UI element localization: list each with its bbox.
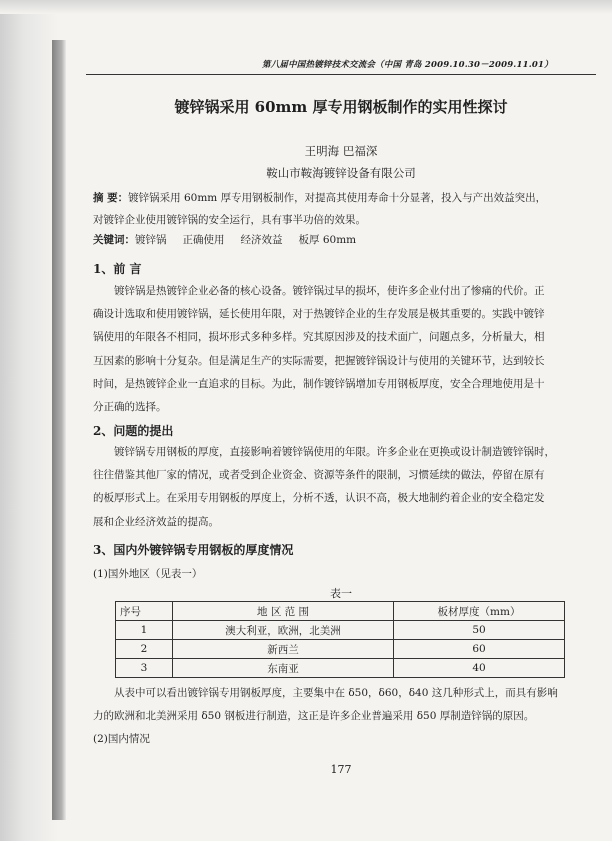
- table-cell: 东南亚: [173, 659, 394, 678]
- abstract: [93, 187, 593, 231]
- paragraph-line: 互因素的影响十分复杂。但是满足生产的实际需要，把握镀锌锅设计与使用的关键环节，达到较长: [93, 354, 545, 367]
- subsection-abroad: (1)国外地区（见表一）: [93, 568, 203, 580]
- keywords: [93, 232, 593, 247]
- table-caption: 表一: [330, 587, 352, 600]
- keyword: 板厚 60mm: [298, 234, 357, 246]
- table-cell: 1: [116, 621, 173, 640]
- subsection-domestic: (2)国内情况: [93, 733, 150, 745]
- abstract-line: 对镀锌企业使用镀锌锅的安全运行，具有事半功倍的效果。: [93, 214, 366, 226]
- paragraph-line: 镀锌锅是热镀锌企业必备的核心设备。镀锌锅过早的损坏，使许多企业付出了惨痛的代价。正: [114, 285, 545, 297]
- table-header: 地 区 范 围: [173, 602, 394, 621]
- scan-shadow: [0, 0, 58, 841]
- keyword: 正确使用: [182, 234, 225, 246]
- table-cell: 3: [116, 659, 173, 678]
- table-cell: 2: [116, 640, 173, 659]
- paragraph-line: 展和企业经济效益的提高。: [93, 515, 219, 528]
- paragraph-line: 从表中可以看出镀锌锅专用钢板厚度，主要集中在 δ50，δ60，δ40 这几种形式上，而具有影响: [114, 687, 558, 699]
- table-header: 板材厚度（mm）: [394, 602, 565, 621]
- paragraph-line: 往往借鉴其他厂家的情况，或者受到企业资金、资源等条件的限制，习惯延续的做法，停留在原有: [93, 469, 545, 482]
- header-rule: [86, 74, 596, 75]
- paragraph-line: 镀锌锅专用钢板的厚度，直接影响着镀锌锅使用的年限。许多企业在更换或设计制造镀锌锅时，: [114, 446, 555, 458]
- abstract-line: 镀锌锅采用 60mm 厚专用钢板制作，对提高其使用寿命十分显著，投入与产出效益突出，: [128, 192, 547, 204]
- paragraph-line: 分正确的选择。: [93, 401, 167, 414]
- table-cell: 60: [394, 640, 565, 659]
- keyword: 经济效益: [240, 234, 283, 246]
- scan-binding-shadow: [52, 40, 66, 820]
- section-intro-body: [93, 280, 593, 419]
- section-heading-thickness: 3、国内外镀锌锅专用钢板的厚度情况: [93, 543, 294, 557]
- table-cell: 新西兰: [173, 640, 394, 659]
- table-row: [116, 640, 565, 659]
- table-cell: 50: [394, 621, 565, 640]
- paper-title: 镀锌锅采用 60mm 厚专用钢板制作的实用性探讨: [174, 98, 508, 116]
- section-heading-intro: 1、前 言: [93, 262, 142, 276]
- paragraph-line: 时间，是热镀锌企业一直追求的目标。为此，制作镀锌锅增加专用钢板厚度，安全合理地使用是十: [93, 377, 545, 390]
- table-row: [116, 659, 565, 678]
- affiliation: 鞍山市鞍海镀锌设备有限公司: [266, 166, 416, 180]
- table-cell: 40: [394, 659, 565, 678]
- keyword: 镀锌锅: [135, 234, 167, 246]
- scan-top-shadow: [0, 0, 612, 14]
- thickness-table: [115, 601, 565, 678]
- section-heading-problem: 2、问题的提出: [93, 424, 174, 438]
- table-cell: 澳大利亚，欧洲，北美洲: [173, 621, 394, 640]
- running-header: 第八届中国热镀锌技术交流会（中国 青岛 2009.10.30－2009.11.01）: [262, 60, 553, 70]
- table-header-row: [116, 602, 565, 621]
- keywords-label: 关键词：: [93, 234, 135, 246]
- table-row: [116, 621, 565, 640]
- table-discussion: [93, 682, 593, 728]
- table-header: 序号: [116, 602, 173, 621]
- abstract-label: 摘 要：: [93, 192, 129, 204]
- paragraph-line: 锅使用的年限各不相同，损坏形式多种多样。究其原因涉及的技术面广，问题点多，分析量大，相: [93, 331, 545, 344]
- page-number: 177: [330, 763, 352, 776]
- authors: 王明海 巴福深: [304, 144, 378, 158]
- paragraph-line: 的板厚形式上。在采用专用钢板的厚度上，分析不透，认识不高，极大地制约着企业的安全稳定发: [93, 492, 545, 505]
- section-problem-body: [93, 441, 593, 534]
- paragraph-line: 确设计选取和使用镀锌锅，延长使用年限，对于热镀锌企业的生存发展是极其重要的。实践中镀锌: [93, 308, 545, 321]
- paragraph-line: 力的欧洲和北美洲采用 δ50 钢板进行制造，这正是许多企业普遍采用 δ50 厚制造锌锅的原因。: [93, 710, 535, 723]
